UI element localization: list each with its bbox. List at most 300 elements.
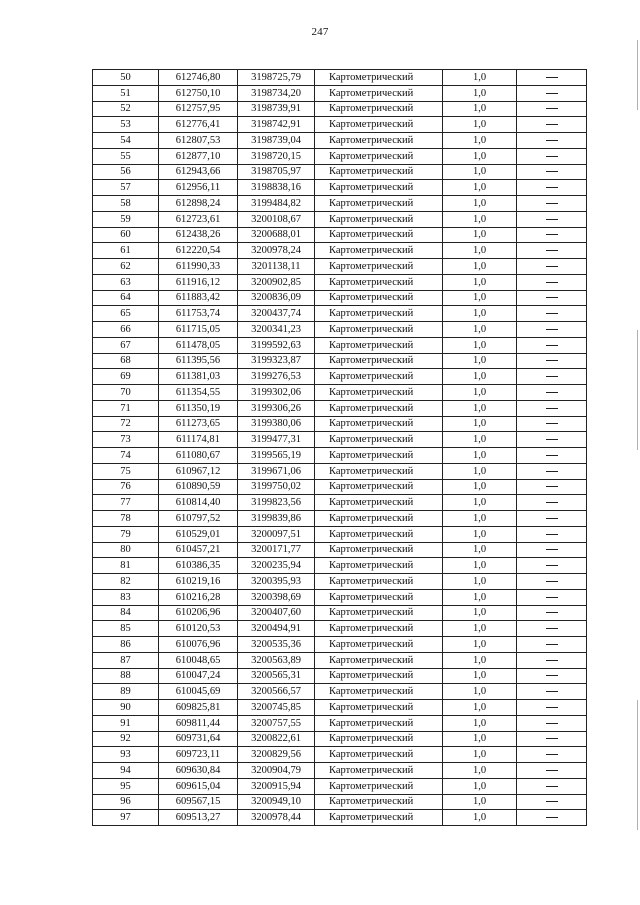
x-coordinate-cell: 610814,40 (159, 495, 238, 511)
empty-value-cell (517, 794, 587, 810)
y-coordinate-cell: 3199839,86 (238, 511, 315, 527)
method-cell: Картометрический (315, 416, 443, 432)
empty-value-cell (517, 337, 587, 353)
dash-mark (546, 266, 558, 267)
x-coordinate-cell: 611354,55 (159, 385, 238, 401)
empty-value-cell (517, 290, 587, 306)
empty-value-cell (517, 574, 587, 590)
empty-value-cell (517, 133, 587, 149)
point-number-cell: 66 (93, 322, 159, 338)
empty-value-cell (517, 164, 587, 180)
table-row (93, 542, 587, 558)
table-row (93, 274, 587, 290)
x-coordinate-cell: 611478,05 (159, 337, 238, 353)
y-coordinate-cell: 3198734,20 (238, 85, 315, 101)
dash-mark (546, 439, 558, 440)
empty-value-cell (517, 763, 587, 779)
table-row (93, 700, 587, 716)
scan-edge-mark (637, 40, 638, 110)
table-row (93, 794, 587, 810)
dash-mark (546, 770, 558, 771)
point-number-cell: 57 (93, 180, 159, 196)
method-cell: Картометрический (315, 369, 443, 385)
empty-value-cell (517, 605, 587, 621)
y-coordinate-cell: 3199750,02 (238, 479, 315, 495)
table-row (93, 416, 587, 432)
empty-value-cell (517, 715, 587, 731)
table-row (93, 574, 587, 590)
table-row (93, 479, 587, 495)
x-coordinate-cell: 612943,66 (159, 164, 238, 180)
y-coordinate-cell: 3199380,06 (238, 416, 315, 432)
x-coordinate-cell: 612776,41 (159, 117, 238, 133)
x-coordinate-cell: 612757,95 (159, 101, 238, 117)
y-coordinate-cell: 3200836,09 (238, 290, 315, 306)
table-row (93, 148, 587, 164)
table-row (93, 211, 587, 227)
table-row (93, 558, 587, 574)
table-row (93, 400, 587, 416)
dash-mark (546, 392, 558, 393)
x-coordinate-cell: 611395,56 (159, 353, 238, 369)
table-row (93, 448, 587, 464)
method-cell: Картометрический (315, 274, 443, 290)
x-coordinate-cell: 610797,52 (159, 511, 238, 527)
x-coordinate-cell: 611753,74 (159, 306, 238, 322)
accuracy-cell: 1,0 (443, 495, 517, 511)
table-row (93, 589, 587, 605)
x-coordinate-cell: 609811,44 (159, 715, 238, 731)
empty-value-cell (517, 479, 587, 495)
method-cell: Картометрический (315, 353, 443, 369)
accuracy-cell: 1,0 (443, 274, 517, 290)
dash-mark (546, 486, 558, 487)
empty-value-cell (517, 747, 587, 763)
dash-mark (546, 360, 558, 361)
table-row (93, 337, 587, 353)
table-row (93, 385, 587, 401)
method-cell: Картометрический (315, 731, 443, 747)
method-cell: Картометрический (315, 715, 443, 731)
y-coordinate-cell: 3199276,53 (238, 369, 315, 385)
x-coordinate-cell: 610529,01 (159, 526, 238, 542)
accuracy-cell: 1,0 (443, 574, 517, 590)
dash-mark (546, 108, 558, 109)
point-number-cell: 74 (93, 448, 159, 464)
point-number-cell: 92 (93, 731, 159, 747)
method-cell: Картометрический (315, 259, 443, 275)
y-coordinate-cell: 3200235,94 (238, 558, 315, 574)
accuracy-cell: 1,0 (443, 715, 517, 731)
accuracy-cell: 1,0 (443, 148, 517, 164)
method-cell: Картометрический (315, 810, 443, 826)
dash-mark (546, 612, 558, 613)
y-coordinate-cell: 3200563,89 (238, 652, 315, 668)
accuracy-cell: 1,0 (443, 180, 517, 196)
y-coordinate-cell: 3200437,74 (238, 306, 315, 322)
dash-mark (546, 77, 558, 78)
y-coordinate-cell: 3200535,36 (238, 637, 315, 653)
x-coordinate-cell: 609630,84 (159, 763, 238, 779)
x-coordinate-cell: 610386,35 (159, 558, 238, 574)
accuracy-cell: 1,0 (443, 621, 517, 637)
table-row (93, 763, 587, 779)
point-number-cell: 97 (93, 810, 159, 826)
dash-mark (546, 597, 558, 598)
x-coordinate-cell: 609825,81 (159, 700, 238, 716)
y-coordinate-cell: 3199671,06 (238, 463, 315, 479)
accuracy-cell: 1,0 (443, 117, 517, 133)
method-cell: Картометрический (315, 794, 443, 810)
x-coordinate-cell: 610048,65 (159, 652, 238, 668)
accuracy-cell: 1,0 (443, 542, 517, 558)
dash-mark (546, 754, 558, 755)
point-number-cell: 58 (93, 196, 159, 212)
table-row (93, 164, 587, 180)
x-coordinate-cell: 612438,26 (159, 227, 238, 243)
dash-mark (546, 297, 558, 298)
empty-value-cell (517, 259, 587, 275)
table-row (93, 463, 587, 479)
y-coordinate-cell: 3200395,93 (238, 574, 315, 590)
point-number-cell: 79 (93, 526, 159, 542)
point-number-cell: 91 (93, 715, 159, 731)
empty-value-cell (517, 668, 587, 684)
method-cell: Картометрический (315, 558, 443, 574)
empty-value-cell (517, 432, 587, 448)
table-row (93, 196, 587, 212)
y-coordinate-cell: 3200097,51 (238, 526, 315, 542)
empty-value-cell (517, 558, 587, 574)
y-coordinate-cell: 3200108,67 (238, 211, 315, 227)
y-coordinate-cell: 3200757,55 (238, 715, 315, 731)
method-cell: Картометрический (315, 574, 443, 590)
x-coordinate-cell: 611174,81 (159, 432, 238, 448)
x-coordinate-cell: 609513,27 (159, 810, 238, 826)
table-row (93, 432, 587, 448)
empty-value-cell (517, 101, 587, 117)
accuracy-cell: 1,0 (443, 290, 517, 306)
dash-mark (546, 628, 558, 629)
y-coordinate-cell: 3200398,69 (238, 589, 315, 605)
point-number-cell: 59 (93, 211, 159, 227)
point-number-cell: 69 (93, 369, 159, 385)
point-number-cell: 88 (93, 668, 159, 684)
empty-value-cell (517, 495, 587, 511)
empty-value-cell (517, 589, 587, 605)
dash-mark (546, 549, 558, 550)
x-coordinate-cell: 612956,11 (159, 180, 238, 196)
method-cell: Картометрический (315, 589, 443, 605)
dash-mark (546, 329, 558, 330)
dash-mark (546, 691, 558, 692)
method-cell: Картометрический (315, 211, 443, 227)
table-row (93, 778, 587, 794)
accuracy-cell: 1,0 (443, 511, 517, 527)
table-row (93, 227, 587, 243)
accuracy-cell: 1,0 (443, 637, 517, 653)
empty-value-cell (517, 274, 587, 290)
accuracy-cell: 1,0 (443, 684, 517, 700)
y-coordinate-cell: 3200494,91 (238, 621, 315, 637)
y-coordinate-cell: 3200915,94 (238, 778, 315, 794)
method-cell: Картометрический (315, 117, 443, 133)
method-cell: Картометрический (315, 621, 443, 637)
x-coordinate-cell: 610045,69 (159, 684, 238, 700)
point-number-cell: 61 (93, 243, 159, 259)
table-row (93, 101, 587, 117)
accuracy-cell: 1,0 (443, 747, 517, 763)
y-coordinate-cell: 3200341,23 (238, 322, 315, 338)
empty-value-cell (517, 400, 587, 416)
empty-value-cell (517, 652, 587, 668)
x-coordinate-cell: 610076,96 (159, 637, 238, 653)
point-number-cell: 70 (93, 385, 159, 401)
y-coordinate-cell: 3200904,79 (238, 763, 315, 779)
accuracy-cell: 1,0 (443, 306, 517, 322)
point-number-cell: 53 (93, 117, 159, 133)
dash-mark (546, 738, 558, 739)
y-coordinate-cell: 3200407,60 (238, 605, 315, 621)
y-coordinate-cell: 3200688,01 (238, 227, 315, 243)
point-number-cell: 83 (93, 589, 159, 605)
empty-value-cell (517, 778, 587, 794)
method-cell: Картометрический (315, 227, 443, 243)
empty-value-cell (517, 70, 587, 86)
empty-value-cell (517, 684, 587, 700)
x-coordinate-cell: 611080,67 (159, 448, 238, 464)
dash-mark (546, 140, 558, 141)
point-number-cell: 62 (93, 259, 159, 275)
scan-edge-mark (637, 700, 638, 830)
point-number-cell: 64 (93, 290, 159, 306)
x-coordinate-cell: 609731,64 (159, 731, 238, 747)
point-number-cell: 86 (93, 637, 159, 653)
empty-value-cell (517, 637, 587, 653)
point-number-cell: 67 (93, 337, 159, 353)
dash-mark (546, 817, 558, 818)
y-coordinate-cell: 3198720,15 (238, 148, 315, 164)
point-number-cell: 60 (93, 227, 159, 243)
x-coordinate-cell: 612807,53 (159, 133, 238, 149)
point-number-cell: 55 (93, 148, 159, 164)
x-coordinate-cell: 610219,16 (159, 574, 238, 590)
dash-mark (546, 423, 558, 424)
accuracy-cell: 1,0 (443, 463, 517, 479)
table-row (93, 259, 587, 275)
empty-value-cell (517, 211, 587, 227)
empty-value-cell (517, 810, 587, 826)
point-number-cell: 51 (93, 85, 159, 101)
table-row (93, 511, 587, 527)
table-row (93, 605, 587, 621)
empty-value-cell (517, 731, 587, 747)
table-row (93, 290, 587, 306)
method-cell: Картометрический (315, 747, 443, 763)
empty-value-cell (517, 117, 587, 133)
empty-value-cell (517, 526, 587, 542)
y-coordinate-cell: 3200171,77 (238, 542, 315, 558)
method-cell: Картометрический (315, 164, 443, 180)
method-cell: Картометрический (315, 463, 443, 479)
accuracy-cell: 1,0 (443, 448, 517, 464)
dash-mark (546, 171, 558, 172)
y-coordinate-cell: 3198739,04 (238, 133, 315, 149)
table-row (93, 306, 587, 322)
table-row (93, 353, 587, 369)
y-coordinate-cell: 3200829,56 (238, 747, 315, 763)
method-cell: Картометрический (315, 432, 443, 448)
point-number-cell: 73 (93, 432, 159, 448)
x-coordinate-cell: 610206,96 (159, 605, 238, 621)
dash-mark (546, 250, 558, 251)
dash-mark (546, 234, 558, 235)
x-coordinate-cell: 611350,19 (159, 400, 238, 416)
x-coordinate-cell: 612898,24 (159, 196, 238, 212)
point-number-cell: 81 (93, 558, 159, 574)
accuracy-cell: 1,0 (443, 763, 517, 779)
empty-value-cell (517, 385, 587, 401)
method-cell: Картометрический (315, 637, 443, 653)
x-coordinate-cell: 609723,11 (159, 747, 238, 763)
y-coordinate-cell: 3198705,97 (238, 164, 315, 180)
accuracy-cell: 1,0 (443, 589, 517, 605)
method-cell: Картометрический (315, 511, 443, 527)
method-cell: Картометрический (315, 85, 443, 101)
x-coordinate-cell: 612877,10 (159, 148, 238, 164)
accuracy-cell: 1,0 (443, 259, 517, 275)
method-cell: Картометрический (315, 668, 443, 684)
point-number-cell: 63 (93, 274, 159, 290)
empty-value-cell (517, 700, 587, 716)
accuracy-cell: 1,0 (443, 369, 517, 385)
table-row (93, 668, 587, 684)
accuracy-cell: 1,0 (443, 164, 517, 180)
point-number-cell: 65 (93, 306, 159, 322)
method-cell: Картометрический (315, 306, 443, 322)
accuracy-cell: 1,0 (443, 101, 517, 117)
accuracy-cell: 1,0 (443, 810, 517, 826)
table-row (93, 715, 587, 731)
method-cell: Картометрический (315, 448, 443, 464)
y-coordinate-cell: 3200978,44 (238, 810, 315, 826)
point-number-cell: 76 (93, 479, 159, 495)
dash-mark (546, 723, 558, 724)
y-coordinate-cell: 3200822,61 (238, 731, 315, 747)
table-row (93, 117, 587, 133)
dash-mark (546, 565, 558, 566)
empty-value-cell (517, 621, 587, 637)
y-coordinate-cell: 3199565,19 (238, 448, 315, 464)
point-number-cell: 71 (93, 400, 159, 416)
x-coordinate-cell: 611990,33 (159, 259, 238, 275)
accuracy-cell: 1,0 (443, 385, 517, 401)
method-cell: Картометрический (315, 243, 443, 259)
point-number-cell: 82 (93, 574, 159, 590)
accuracy-cell: 1,0 (443, 794, 517, 810)
x-coordinate-cell: 611916,12 (159, 274, 238, 290)
table-row (93, 684, 587, 700)
method-cell: Картометрический (315, 605, 443, 621)
accuracy-cell: 1,0 (443, 243, 517, 259)
point-number-cell: 95 (93, 778, 159, 794)
x-coordinate-cell: 611273,65 (159, 416, 238, 432)
accuracy-cell: 1,0 (443, 700, 517, 716)
dash-mark (546, 581, 558, 582)
point-number-cell: 54 (93, 133, 159, 149)
point-number-cell: 50 (93, 70, 159, 86)
accuracy-cell: 1,0 (443, 353, 517, 369)
coordinates-table-body (93, 70, 587, 826)
table-row (93, 526, 587, 542)
accuracy-cell: 1,0 (443, 85, 517, 101)
dash-mark (546, 345, 558, 346)
x-coordinate-cell: 610120,53 (159, 621, 238, 637)
dash-mark (546, 707, 558, 708)
point-number-cell: 80 (93, 542, 159, 558)
table-row (93, 652, 587, 668)
point-number-cell: 78 (93, 511, 159, 527)
point-number-cell: 96 (93, 794, 159, 810)
y-coordinate-cell: 3200565,31 (238, 668, 315, 684)
method-cell: Картометрический (315, 322, 443, 338)
y-coordinate-cell: 3199477,31 (238, 432, 315, 448)
point-number-cell: 72 (93, 416, 159, 432)
method-cell: Картометрический (315, 290, 443, 306)
accuracy-cell: 1,0 (443, 668, 517, 684)
empty-value-cell (517, 463, 587, 479)
y-coordinate-cell: 3199323,87 (238, 353, 315, 369)
dash-mark (546, 471, 558, 472)
empty-value-cell (517, 416, 587, 432)
point-number-cell: 89 (93, 684, 159, 700)
accuracy-cell: 1,0 (443, 652, 517, 668)
method-cell: Картометрический (315, 495, 443, 511)
empty-value-cell (517, 369, 587, 385)
method-cell: Картометрический (315, 542, 443, 558)
y-coordinate-cell: 3199306,26 (238, 400, 315, 416)
table-row (93, 621, 587, 637)
method-cell: Картометрический (315, 700, 443, 716)
dash-mark (546, 660, 558, 661)
empty-value-cell (517, 243, 587, 259)
y-coordinate-cell: 3198838,16 (238, 180, 315, 196)
empty-value-cell (517, 148, 587, 164)
dash-mark (546, 203, 558, 204)
dash-mark (546, 675, 558, 676)
accuracy-cell: 1,0 (443, 133, 517, 149)
table-row (93, 495, 587, 511)
y-coordinate-cell: 3198739,91 (238, 101, 315, 117)
y-coordinate-cell: 3199484,82 (238, 196, 315, 212)
dash-mark (546, 124, 558, 125)
method-cell: Картометрический (315, 684, 443, 700)
point-number-cell: 93 (93, 747, 159, 763)
method-cell: Картометрический (315, 180, 443, 196)
accuracy-cell: 1,0 (443, 416, 517, 432)
table-row (93, 322, 587, 338)
point-number-cell: 85 (93, 621, 159, 637)
empty-value-cell (517, 85, 587, 101)
table-row (93, 70, 587, 86)
table-row (93, 637, 587, 653)
method-cell: Картометрический (315, 778, 443, 794)
x-coordinate-cell: 609567,15 (159, 794, 238, 810)
dash-mark (546, 187, 558, 188)
method-cell: Картометрический (315, 652, 443, 668)
accuracy-cell: 1,0 (443, 196, 517, 212)
table-row (93, 243, 587, 259)
